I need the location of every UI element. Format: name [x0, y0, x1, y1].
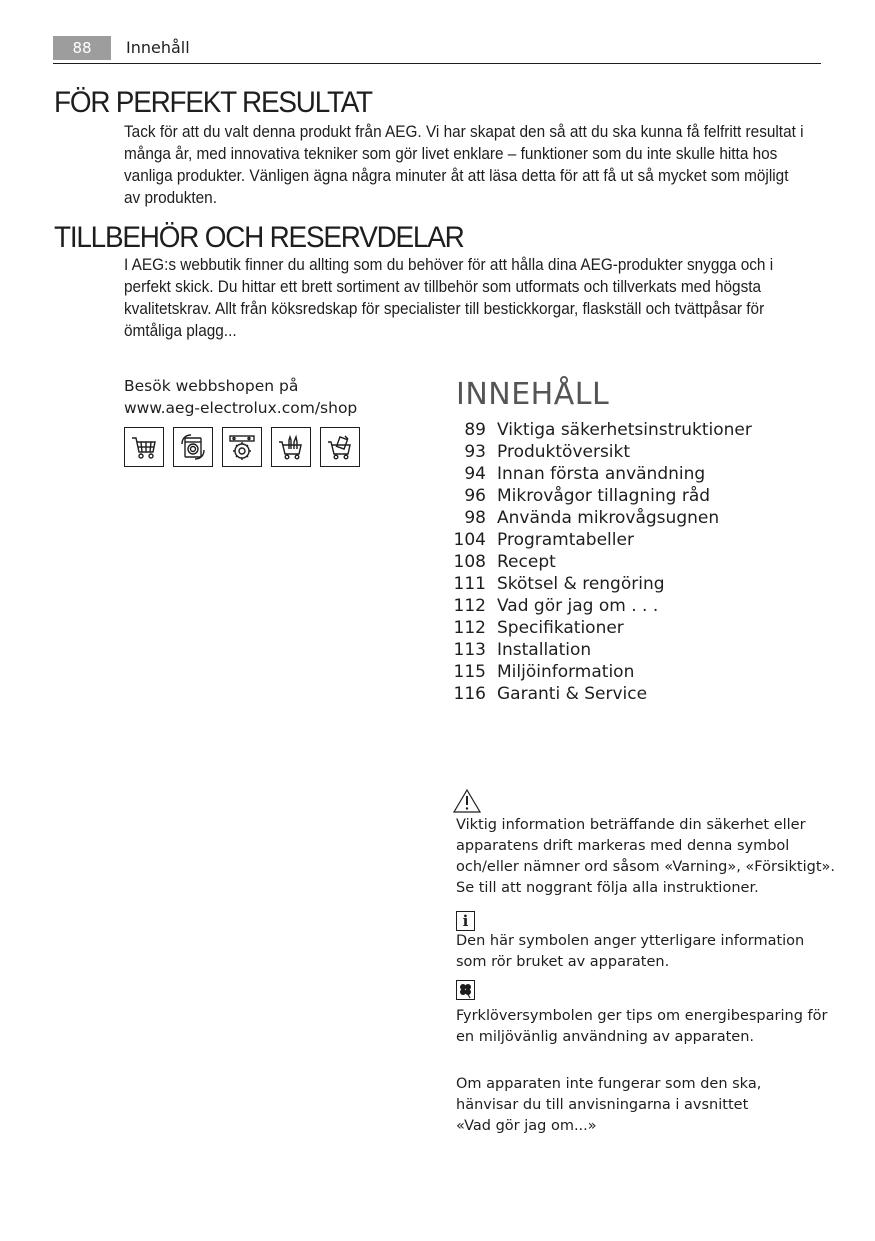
toc-page-number: 113: [453, 640, 486, 660]
shop-info: [124, 375, 357, 419]
toc-item[interactable]: [448, 529, 752, 551]
toc-item-label: Programtabeller: [497, 530, 634, 550]
toc-page-number: 112: [453, 596, 486, 616]
cart-with-parts-icon: [320, 427, 360, 467]
toc-item-label: Skötsel & rengöring: [497, 574, 665, 594]
toc-item[interactable]: [448, 463, 752, 485]
toc-item-label: Viktiga säkerhetsinstruktioner: [497, 420, 752, 440]
toc-item[interactable]: [448, 485, 752, 507]
toc-item-label: Miljöinformation: [497, 662, 635, 682]
toc-item[interactable]: [448, 419, 752, 441]
toc-page-number: 89: [464, 420, 486, 440]
toc-page-number: 94: [464, 464, 486, 484]
info-icon: i: [456, 911, 475, 931]
shop-url-link[interactable]: www.aeg-electrolux.com/shop: [124, 399, 358, 417]
shop-visit-text: Besök webbshopen på: [124, 377, 299, 395]
toc-page-number: 108: [453, 552, 486, 572]
toc-item-label: Mikrovågor tillagning råd: [497, 486, 711, 506]
troubleshoot-note-text: Om apparaten inte fungerar som den ska, hänvisar du till anvisningarna i avsnittet «Vad gör jag om...»: [456, 1076, 762, 1134]
warning-triangle-icon: [452, 788, 482, 814]
toc-item[interactable]: [448, 595, 752, 617]
cart-with-bottles-icon: [271, 427, 311, 467]
page-number: 88: [53, 36, 111, 60]
toc-page-number: 115: [453, 662, 486, 682]
toc-item-label: Innan första användning: [497, 464, 706, 484]
toc-item[interactable]: [448, 683, 752, 705]
running-header-title: Innehåll: [126, 38, 190, 57]
section-text-perfekt-resultat: Tack för att du valt denna produkt från AEG. Vi har skapat den så att du ska kunna få felfritt resultat i många år, med innovativa tekniker som gör livet enklare – funktioner som du inte skulle hitta hos vanliga produkter. Vänligen ägna några minuter åt att läsa detta för att få ut så mycket som möjligt av produkten.: [124, 123, 804, 207]
toc-title: INNEHÅLL: [456, 377, 610, 412]
toc-item-label: Vad gör jag om . . .: [497, 596, 659, 616]
toc-item[interactable]: [448, 639, 752, 661]
toc-page-number: 96: [464, 486, 486, 506]
header-rule: [53, 63, 821, 64]
section-text-tillbehor: I AEG:s webbutik finner du allting som du behöver för att hålla dina AEG-produkter snygga och i perfekt skick. Du hittar ett brett sortiment av tillbehör som utformats och tillverkats med högsta kvalitetskrav. Allt från köksredskap för specialister till bestickkorgar, flaskställ och tvättpåsar för ömtåliga plagg...: [124, 256, 774, 340]
shopping-cart-icon: [124, 427, 164, 467]
toc-item-label: Använda mikrovågsugnen: [497, 508, 720, 528]
toc-item[interactable]: [448, 507, 752, 529]
toc-item-label: Specifikationer: [497, 618, 624, 638]
toc-item[interactable]: [448, 441, 752, 463]
clover-note-text: Fyrklöversymbolen ger tips om energibesparing för en miljövänlig användning av apparaten.: [456, 1008, 828, 1045]
warning-note-text: Viktig information beträffande din säkerhet eller apparatens drift markeras med denna symbol och/eller nämner ord såsom «Varning», «Försiktigt». Se till att noggrant följa alla instruktioner.: [456, 817, 836, 896]
section-title-perfekt-resultat: FÖR PERFEKT RESULTAT: [54, 86, 372, 119]
shop-icon-row: [124, 427, 360, 467]
toc-list: [448, 419, 752, 705]
info-note-text: Den här symbolen anger ytterligare information som rör bruket av apparaten.: [456, 933, 805, 970]
toc-item-label: Recept: [497, 552, 556, 572]
toc-item-label: Produktöversikt: [497, 442, 631, 462]
toc-page-number: 98: [464, 508, 486, 528]
clover-icon: [456, 980, 475, 1000]
toc-item-label: Garanti & Service: [497, 684, 648, 704]
oven-gear-icon: [222, 427, 262, 467]
toc-item[interactable]: [448, 551, 752, 573]
section-title-tillbehor: TILLBEHÖR OCH RESERVDELAR: [54, 221, 464, 254]
toc-page-number: 111: [453, 574, 486, 594]
toc-page-number: 112: [453, 618, 486, 638]
toc-item[interactable]: [448, 617, 752, 639]
washing-machine-icon: [173, 427, 213, 467]
toc-page-number: 93: [464, 442, 486, 462]
toc-item[interactable]: [448, 573, 752, 595]
toc-item-label: Installation: [497, 640, 592, 660]
toc-page-number: 104: [453, 530, 486, 550]
toc-page-number: 116: [453, 684, 486, 704]
toc-item[interactable]: [448, 661, 752, 683]
